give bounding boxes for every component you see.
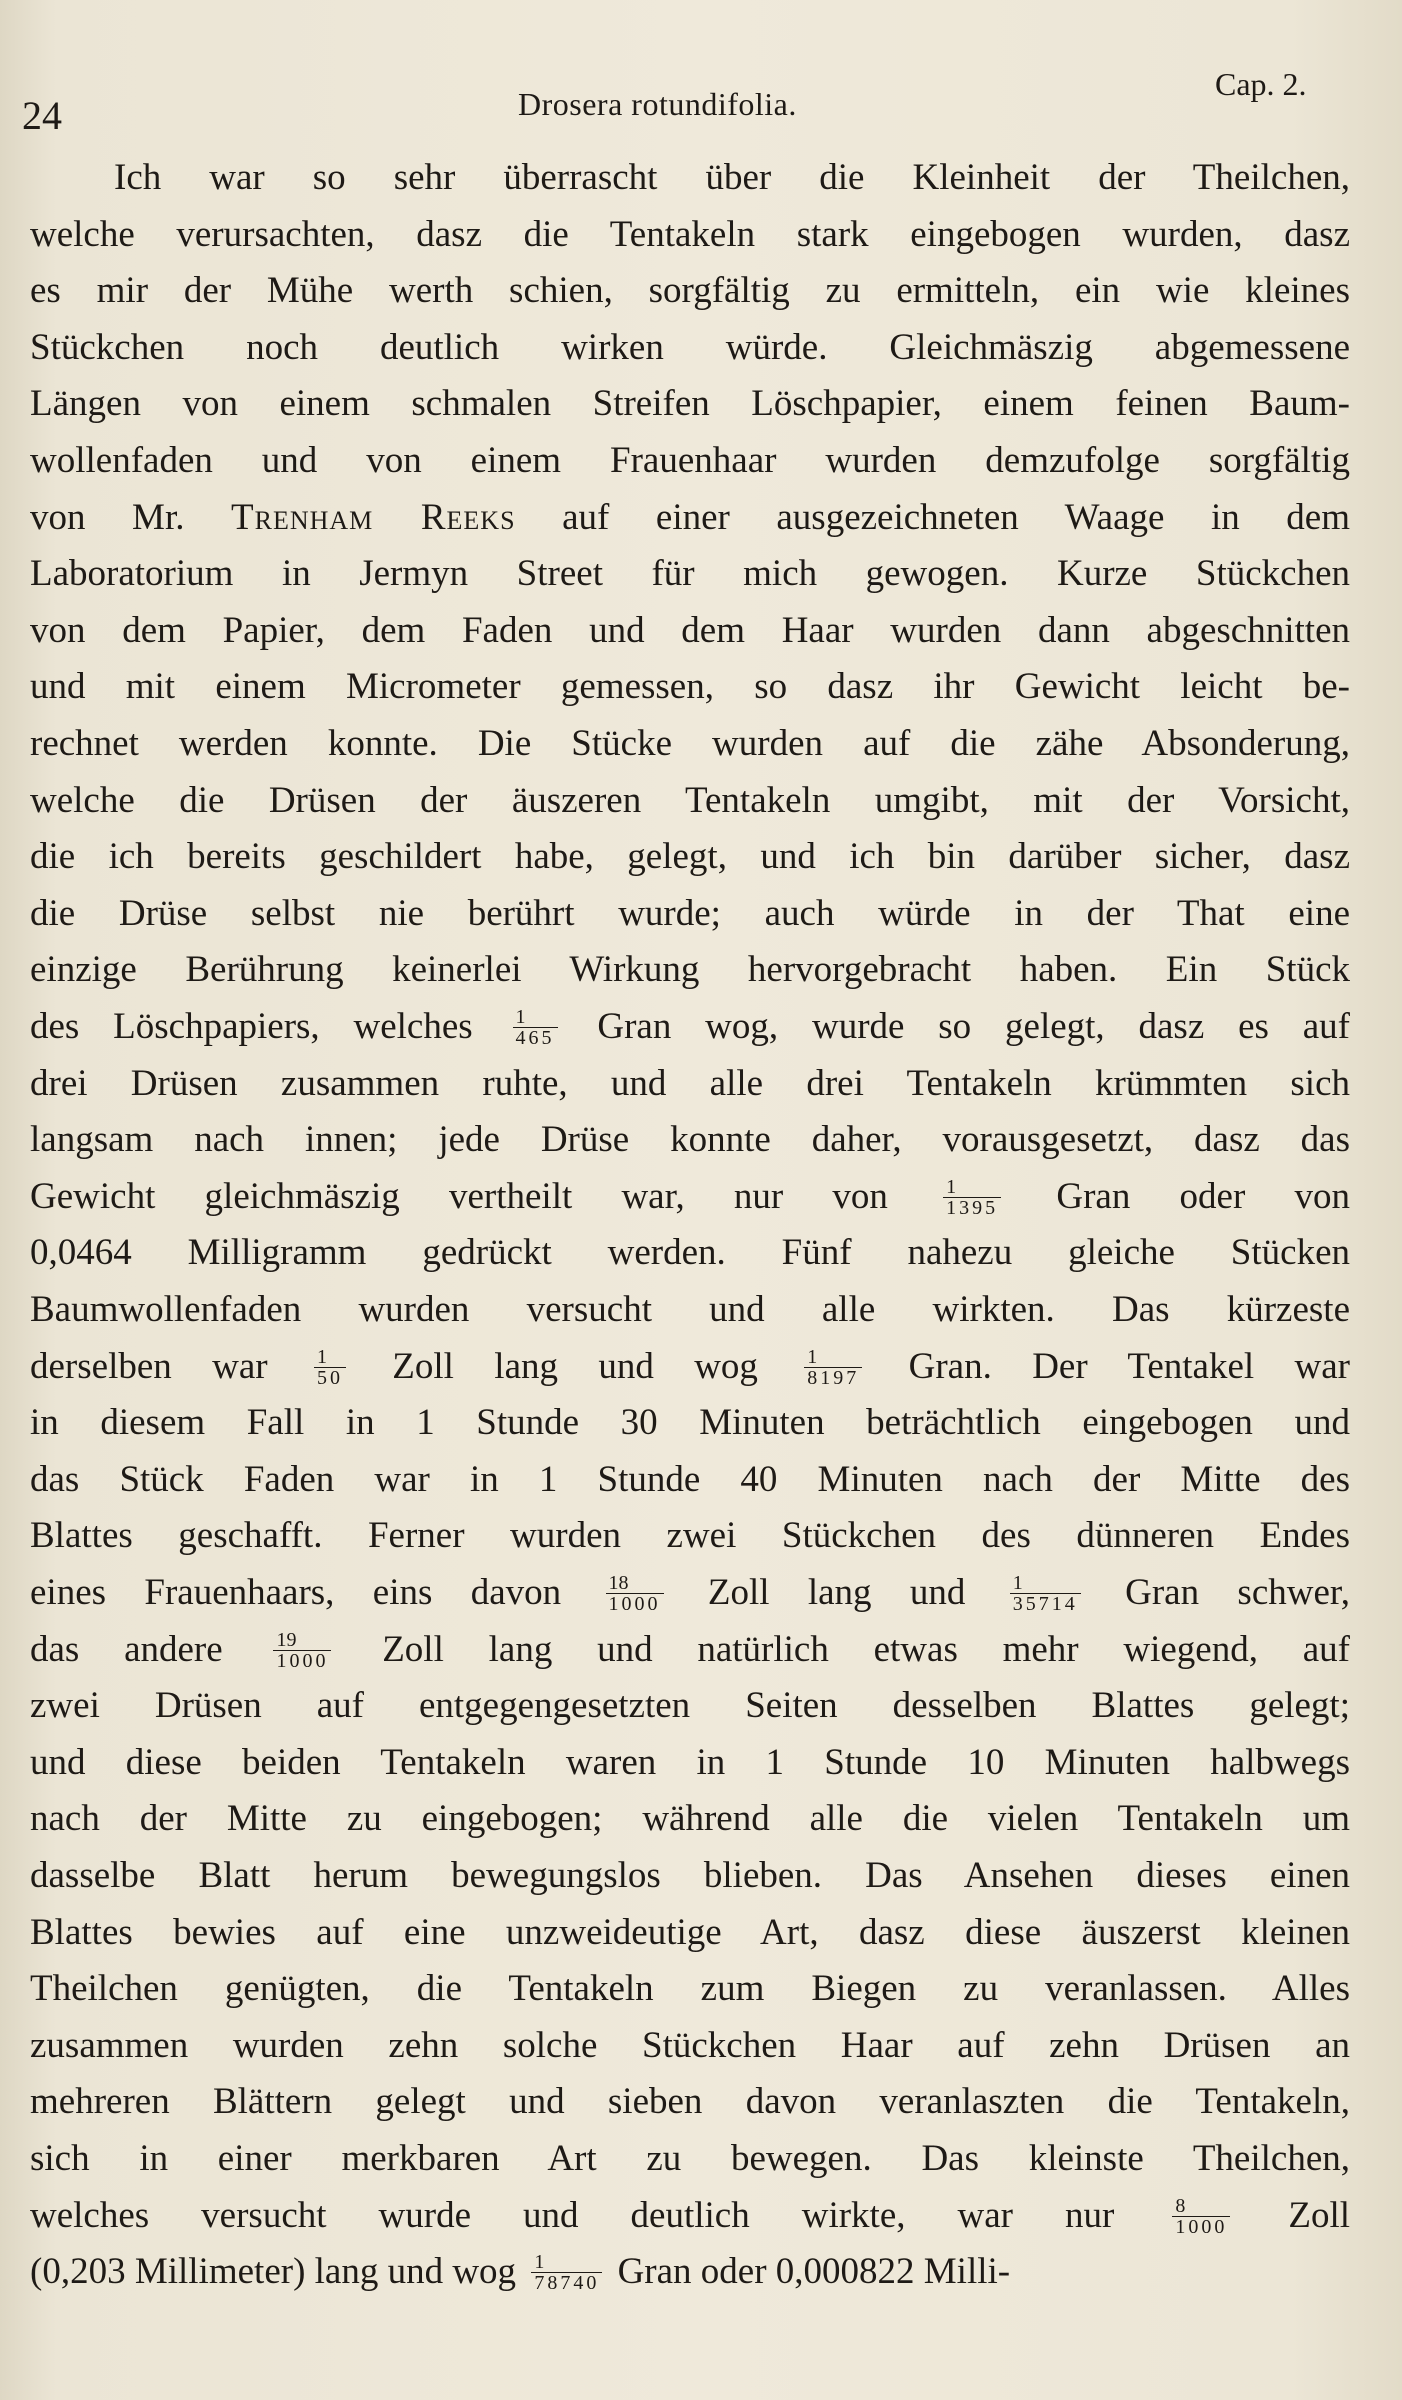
text-run: zusammen wurden zehn solche Stückchen Haar auf zehn Drüsen an	[30, 2024, 1350, 2066]
fraction-denominator: 50	[316, 1366, 343, 1389]
text-line	[30, 150, 1350, 206]
text-run: Längen von einem schmalen Streifen Löschpapier, einem feinen Baum-	[30, 383, 1350, 425]
text-line	[30, 773, 1350, 829]
text-run: Gran schwer,	[1086, 1572, 1350, 1613]
text-line	[30, 942, 1350, 998]
text-run: das andere	[30, 1628, 268, 1670]
text-run: die ich bereits geschildert habe, gelegt, und ich bin darüber sicher, dasz	[30, 836, 1350, 878]
text-run: von dem Papier, dem Faden und dem Haar wurden dann abgeschnitten	[30, 609, 1350, 651]
text-run: dasselbe Blatt herum bewegungslos blieben. Das Ansehen dieses einen	[30, 1855, 1350, 1896]
text-run: Gran. Der Tentakel war	[868, 1345, 1350, 1387]
text-run: das Stück Faden war in 1 Stunde 40 Minuten nach der Mitte des	[30, 1458, 1350, 1500]
fraction	[314, 1347, 346, 1388]
text-run: nach der Mitte zu eingebogen; während alle die vielen Tentakeln um	[30, 1798, 1350, 1840]
text-line	[30, 1056, 1350, 1112]
text-line	[30, 1225, 1350, 1281]
fraction	[1010, 1573, 1081, 1614]
fraction-denominator: 465	[515, 1027, 555, 1049]
text-run: Zoll lang und wog	[351, 1345, 799, 1387]
text-run: Blattes geschafft. Ferner wurden zwei Stückchen des dünneren Endes	[30, 1515, 1350, 1557]
text-line	[30, 207, 1350, 263]
fraction-denominator: 78740	[534, 2272, 600, 2295]
fraction-numerator: 1	[531, 2252, 602, 2273]
text-run: drei Drüsen zusammen ruhte, und alle drei Tentakeln krümmten sich	[30, 1062, 1350, 1104]
fraction-numerator: 18	[606, 1573, 664, 1594]
text-run: es mir der Mühe werth schien, sorgfältig zu ermitteln, ein wie kleines	[30, 270, 1350, 312]
fraction-numerator: 19	[273, 1630, 331, 1651]
text-run: welche die Drüsen der äuszeren Tentakeln umgibt, mit der Vorsicht,	[30, 779, 1350, 821]
text-run: zwei Drüsen auf entgegengesetzten Seiten desselben Blattes gelegt;	[30, 1685, 1350, 1727]
text-line	[30, 1622, 1350, 1678]
text-run: sich in einer merkbaren Art zu bewegen. Das kleinste Theilchen,	[30, 2138, 1350, 2179]
text-run: welche verursachten, dasz die Tentakeln stark eingebogen wurden, dasz	[30, 213, 1350, 255]
text-run: die Drüse selbst nie berührt wurde; auch würde in der That eine	[30, 892, 1350, 934]
fraction-denominator: 8197	[807, 1366, 860, 1389]
text-run: Gran oder von	[1007, 1175, 1350, 1217]
text-line	[30, 1112, 1350, 1168]
text-run: Gran wog, wurde so gelegt, dasz es auf	[563, 1006, 1350, 1047]
fraction-denominator: 35714	[1012, 1593, 1078, 1615]
text-line	[30, 1395, 1350, 1451]
text-run: (0,203 Millimeter) lang und wog	[30, 2251, 526, 2293]
fraction	[531, 2252, 602, 2293]
text-line	[30, 829, 1350, 885]
text-run: einzige Berührung keinerlei Wirkung hervorgebracht haben. Ein Stück	[30, 949, 1350, 991]
text-run: Ich war so sehr überrascht über die Kleinheit der Theilchen,	[114, 157, 1350, 198]
text-line	[30, 1508, 1350, 1564]
text-run: Zoll	[1236, 2194, 1350, 2236]
text-run: von Mr.	[30, 496, 232, 538]
running-title: Drosera rotundifolia.	[518, 86, 797, 122]
fraction	[273, 1630, 331, 1671]
text-line	[30, 546, 1350, 602]
text-run: auf einer ausgezeichneten Waage in dem	[515, 496, 1350, 538]
person-name: Trenham Reeks	[231, 496, 516, 538]
text-line	[30, 1848, 1350, 1904]
fraction-numerator: 1	[1010, 1573, 1081, 1594]
fraction	[513, 1007, 558, 1048]
text-line	[30, 999, 1350, 1055]
text-line	[30, 263, 1350, 319]
fraction-denominator: 1395	[946, 1196, 999, 1219]
text-run: derselben war	[30, 1345, 308, 1387]
text-line	[30, 2074, 1350, 2130]
text-run: und mit einem Micrometer gemessen, so dasz ihr Gewicht leicht be-	[30, 666, 1350, 708]
text-line	[30, 1791, 1350, 1847]
text-line	[30, 490, 1350, 546]
fraction	[943, 1177, 1001, 1218]
text-run: eines Frauenhaars, eins davon	[30, 1572, 600, 1613]
fraction-denominator: 1000	[276, 1649, 329, 1672]
page-header	[0, 0, 1402, 140]
fraction-denominator: 1000	[1175, 2215, 1228, 2238]
text-run: Theilchen genügten, die Tentakeln zum Biegen zu veranlassen. Alles	[30, 1968, 1350, 2010]
text-line	[30, 376, 1350, 432]
text-run: wollenfaden und von einem Frauenhaar wurden demzufolge sorgfältig	[30, 440, 1350, 481]
text-line	[30, 433, 1350, 489]
fraction-numerator: 1	[314, 1347, 346, 1368]
text-line	[30, 603, 1350, 659]
text-line	[30, 1169, 1350, 1225]
fraction-numerator: 1	[943, 1177, 1001, 1198]
text-line	[30, 716, 1350, 772]
text-run: Blattes bewies auf eine unzweideutige Art, dasz diese äuszerst kleinen	[30, 1911, 1350, 1953]
fraction-denominator: 1000	[608, 1593, 661, 1615]
text-run: rechnet werden konnte. Die Stücke wurden auf die zähe Absonderung,	[30, 723, 1350, 764]
text-line	[30, 1452, 1350, 1508]
text-line	[30, 1735, 1350, 1791]
text-line	[30, 1961, 1350, 2017]
text-line	[30, 2018, 1350, 2074]
text-line	[30, 1565, 1350, 1621]
text-run: und diese beiden Tentakeln waren in 1 Stunde 10 Minuten halbwegs	[30, 1741, 1350, 1783]
text-run: Zoll lang und	[669, 1572, 1004, 1613]
text-line	[30, 1282, 1350, 1338]
fraction	[606, 1573, 664, 1614]
text-line	[30, 886, 1350, 942]
text-line	[30, 659, 1350, 715]
text-run: Baumwollenfaden wurden versucht und alle wirkten. Das kürzeste	[30, 1289, 1350, 1330]
chapter-label: Cap. 2.	[1215, 66, 1307, 102]
fraction	[1172, 2196, 1230, 2237]
fraction-numerator: 1	[513, 1007, 558, 1028]
text-line	[30, 320, 1350, 376]
text-line	[30, 2131, 1350, 2187]
text-line	[30, 2244, 1350, 2300]
text-run: Zoll lang und natürlich etwas mehr wiegend, auf	[337, 1628, 1350, 1670]
page-number: 24	[22, 93, 62, 138]
fraction-numerator: 1	[804, 1347, 862, 1368]
text-line	[30, 2188, 1350, 2244]
text-run: langsam nach innen; jede Drüse konnte daher, vorausgesetzt, dasz das	[30, 1119, 1350, 1161]
text-run: Gran oder 0,000822 Milli-	[608, 2251, 1011, 2293]
text-line	[30, 1905, 1350, 1961]
text-run: in diesem Fall in 1 Stunde 30 Minuten beträchtlich eingebogen und	[30, 1402, 1350, 1444]
text-run: mehreren Blättern gelegt und sieben davon veranlaszten die Tentakeln,	[30, 2081, 1350, 2123]
text-run: des Löschpapiers, welches	[30, 1006, 507, 1047]
text-run: Gewicht gleichmäszig vertheilt war, nur von	[30, 1175, 938, 1217]
text-run: welches versucht wurde und deutlich wirkte, war nur	[30, 2194, 1167, 2236]
text-line	[30, 1678, 1350, 1734]
fraction-numerator: 8	[1172, 2196, 1230, 2217]
text-run: Laboratorium in Jermyn Street für mich gewogen. Kurze Stückchen	[30, 553, 1350, 595]
text-line	[30, 1339, 1350, 1395]
text-run: 0,0464 Milligramm gedrückt werden. Fünf nahezu gleiche Stücken	[30, 1232, 1350, 1274]
text-run: Stückchen noch deutlich wirken würde. Gleichmäszig abgemessene	[30, 326, 1350, 368]
fraction	[804, 1347, 862, 1388]
